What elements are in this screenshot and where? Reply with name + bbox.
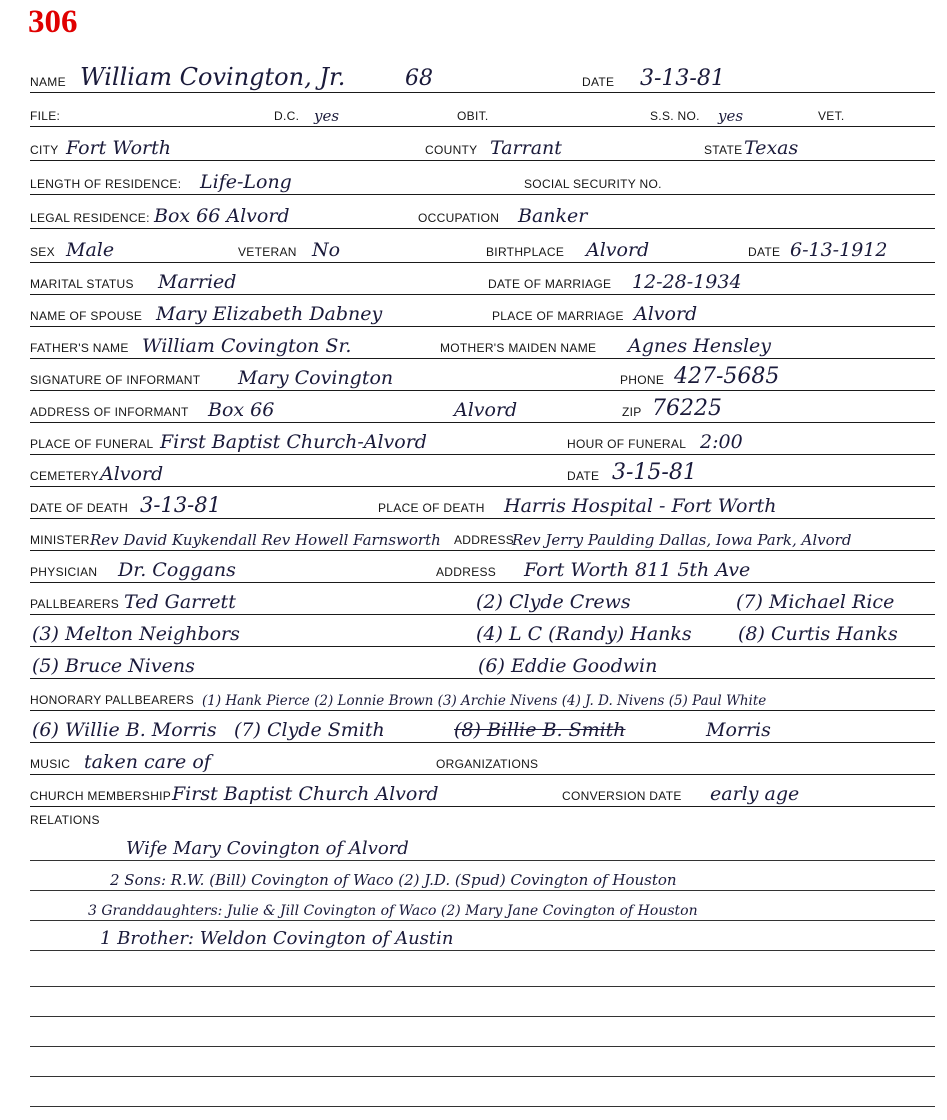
social-security-no-label: SOCIAL SECURITY NO. bbox=[524, 177, 662, 191]
birth-date-label: DATE bbox=[748, 245, 781, 259]
spouse-row bbox=[30, 296, 935, 327]
dc-label: D.C. bbox=[274, 109, 300, 123]
cemetery-date-label: DATE bbox=[567, 469, 600, 483]
county-value: Tarrant bbox=[490, 137, 562, 159]
occupation-value: Banker bbox=[518, 205, 588, 227]
hour-of-funeral-value: 2:00 bbox=[700, 431, 743, 453]
physician-row bbox=[30, 552, 935, 583]
date-of-death-label: DATE OF DEATH bbox=[30, 501, 129, 515]
file-label: FILE: bbox=[30, 109, 61, 123]
address-of-informant-label: ADDRESS OF INFORMANT bbox=[30, 405, 189, 419]
signature-of-informant-label: SIGNATURE OF INFORMANT bbox=[30, 373, 201, 387]
relations-line-row-4 bbox=[30, 924, 935, 951]
ss-no-value: yes bbox=[718, 107, 744, 125]
relations-line-2: 2 Sons: R.W. (Bill) Covington of Waco (2) J.D. (Spud) Covington of Houston bbox=[110, 871, 677, 889]
blank-line bbox=[30, 1080, 935, 1107]
veteran-value: No bbox=[312, 239, 341, 261]
honorary-pallbearers-8-correction: Morris bbox=[706, 719, 771, 741]
place-of-death-label: PLACE OF DEATH bbox=[378, 501, 485, 515]
page-number: 306 bbox=[28, 4, 78, 40]
marital-status-label: MARITAL STATUS bbox=[30, 277, 134, 291]
minister-label: MINISTER bbox=[30, 533, 90, 547]
organizations-label: ORGANIZATIONS bbox=[436, 757, 539, 771]
honorary-pallbearers-row-2 bbox=[30, 712, 935, 743]
zip-value: 76225 bbox=[652, 396, 722, 421]
pallbearer-1: Ted Garrett bbox=[124, 591, 236, 613]
date-label: DATE bbox=[582, 75, 615, 89]
city-label: CITY bbox=[30, 143, 59, 157]
death-row bbox=[30, 488, 935, 519]
music-value: taken care of bbox=[84, 751, 211, 773]
relations-line-1: Wife Mary Covington of Alvord bbox=[126, 838, 409, 859]
obit-label: OBIT. bbox=[457, 109, 489, 123]
informant-address-row bbox=[30, 392, 935, 423]
vet-label: VET. bbox=[818, 109, 845, 123]
zip-label: ZIP bbox=[622, 405, 642, 419]
pallbearer-8: (8) Curtis Hanks bbox=[738, 623, 898, 645]
pallbearer-4: (4) L C (Randy) Hanks bbox=[476, 623, 692, 645]
fathers-name-label: FATHER'S NAME bbox=[30, 341, 129, 355]
file-row bbox=[30, 96, 935, 127]
mothers-maiden-name-value: Agnes Hensley bbox=[628, 335, 772, 357]
church-row bbox=[30, 776, 935, 807]
blank-line bbox=[30, 1050, 935, 1077]
pallbearer-2: (2) Clyde Crews bbox=[476, 591, 631, 613]
place-of-marriage-label: PLACE OF MARRIAGE bbox=[492, 309, 624, 323]
pallbearer-5: (5) Bruce Nivens bbox=[32, 655, 195, 677]
occupation-label: OCCUPATION bbox=[418, 211, 500, 225]
legal-residence-row bbox=[30, 198, 935, 229]
sex-label: SEX bbox=[30, 245, 55, 259]
place-of-death-value: Harris Hospital - Fort Worth bbox=[504, 495, 777, 517]
place-of-funeral-value: First Baptist Church-Alvord bbox=[160, 431, 427, 453]
pallbearer-7: (7) Michael Rice bbox=[736, 591, 895, 613]
name-of-spouse-label: NAME OF SPOUSE bbox=[30, 309, 143, 323]
conversion-date-value: early age bbox=[710, 783, 800, 805]
parents-row bbox=[30, 328, 935, 359]
physician-address-value: Fort Worth 811 5th Ave bbox=[524, 559, 751, 581]
physician-value: Dr. Coggans bbox=[118, 559, 236, 581]
place-of-marriage-value: Alvord bbox=[634, 303, 698, 325]
honorary-pallbearers-6: (6) Willie B. Morris bbox=[32, 719, 217, 741]
sex-value: Male bbox=[66, 239, 115, 261]
legal-residence-value: Box 66 Alvord bbox=[154, 205, 290, 227]
birthplace-value: Alvord bbox=[586, 239, 650, 261]
state-value: Texas bbox=[744, 137, 799, 159]
honorary-pallbearers-row-1 bbox=[30, 680, 935, 711]
minister-address-value: Rev Jerry Paulding Dallas, Iowa Park, Alvord bbox=[512, 531, 852, 549]
name-of-spouse-value: Mary Elizabeth Dabney bbox=[156, 303, 383, 325]
pallbearers-row-1 bbox=[30, 584, 935, 615]
relations-line-row-2 bbox=[30, 864, 935, 891]
honorary-pallbearers-line-1: (1) Hank Pierce (2) Lonnie Brown (3) Archie Nivens (4) J. D. Nivens (5) Paul White bbox=[202, 693, 767, 709]
length-of-residence-value: Life-Long bbox=[200, 171, 292, 193]
date-of-death-value: 3-13-81 bbox=[140, 493, 221, 517]
mothers-maiden-name-label: MOTHER'S MAIDEN NAME bbox=[440, 341, 597, 355]
honorary-pallbearers-7: (7) Clyde Smith bbox=[234, 719, 385, 741]
sex-row bbox=[30, 232, 935, 263]
relations-line-3: 3 Granddaughters: Julie & Jill Covington of Waco (2) Mary Jane Covington of Houston bbox=[88, 903, 698, 919]
pallbearer-6: (6) Eddie Goodwin bbox=[478, 655, 658, 677]
music-row bbox=[30, 744, 935, 775]
funeral-row bbox=[30, 424, 935, 455]
cemetery-date-value: 3-15-81 bbox=[612, 460, 697, 485]
physician-address-label: ADDRESS bbox=[436, 565, 497, 579]
birthplace-label: BIRTHPLACE bbox=[486, 245, 565, 259]
pallbearers-label: PALLBEARERS bbox=[30, 597, 120, 611]
cemetery-label: CEMETERY bbox=[30, 469, 99, 483]
city-value: Fort Worth bbox=[66, 137, 171, 159]
date-value: 3-13-81 bbox=[640, 66, 725, 91]
honorary-pallbearers-8-crossed: (8) Billie B. Smith bbox=[454, 719, 626, 741]
informant-row bbox=[30, 360, 935, 391]
fathers-name-value: William Covington Sr. bbox=[142, 335, 352, 357]
minister-address-label: ADDRESS bbox=[454, 533, 515, 547]
length-of-residence-label: LENGTH OF RESIDENCE: bbox=[30, 177, 182, 191]
address-of-informant-box-value: Box 66 bbox=[208, 399, 275, 421]
honorary-pallbearers-label: HONORARY PALLBEARERS bbox=[30, 693, 195, 707]
county-label: COUNTY bbox=[425, 143, 478, 157]
marital-status-row bbox=[30, 264, 935, 295]
pallbearer-3: (3) Melton Neighbors bbox=[32, 623, 240, 645]
date-of-marriage-label: DATE OF MARRIAGE bbox=[488, 277, 612, 291]
blank-line bbox=[30, 1020, 935, 1047]
length-of-residence-row bbox=[30, 164, 935, 195]
relations-line-row-3 bbox=[30, 894, 935, 921]
marital-status-value: Married bbox=[158, 271, 237, 293]
place-of-funeral-label: PLACE OF FUNERAL bbox=[30, 437, 154, 451]
name-label: NAME bbox=[30, 75, 66, 89]
signature-of-informant-value: Mary Covington bbox=[238, 367, 394, 389]
date-of-marriage-value: 12-28-1934 bbox=[632, 271, 742, 293]
dc-value: yes bbox=[314, 107, 340, 125]
relations-label: RELATIONS bbox=[30, 813, 100, 827]
birth-date-value: 6-13-1912 bbox=[790, 239, 888, 261]
church-membership-value: First Baptist Church Alvord bbox=[172, 783, 439, 805]
church-membership-label: CHURCH MEMBERSHIP bbox=[30, 789, 172, 803]
hour-of-funeral-label: HOUR OF FUNERAL bbox=[567, 437, 687, 451]
legal-residence-label: LEGAL RESIDENCE: bbox=[30, 211, 150, 225]
blank-line bbox=[30, 960, 935, 987]
pallbearers-row-3 bbox=[30, 648, 935, 679]
minister-row bbox=[30, 520, 935, 551]
veteran-label: VETERAN bbox=[238, 245, 297, 259]
phone-label: PHONE bbox=[620, 373, 665, 387]
conversion-date-label: CONVERSION DATE bbox=[562, 789, 682, 803]
minister-value: Rev David Kuykendall Rev Howell Farnsworth bbox=[90, 531, 441, 549]
relations-line-row-1 bbox=[30, 834, 935, 861]
phone-value: 427-5685 bbox=[674, 364, 780, 389]
cemetery-row bbox=[30, 456, 935, 487]
name-value: William Covington, Jr. bbox=[80, 63, 346, 91]
age-value: 68 bbox=[405, 66, 433, 91]
blank-line bbox=[30, 990, 935, 1017]
address-of-informant-town-value: Alvord bbox=[454, 399, 518, 421]
physician-label: PHYSICIAN bbox=[30, 565, 98, 579]
relations-row bbox=[30, 808, 935, 830]
city-row bbox=[30, 130, 935, 161]
cemetery-value: Alvord bbox=[100, 463, 164, 485]
name-row bbox=[30, 60, 935, 93]
state-label: STATE bbox=[704, 143, 743, 157]
music-label: MUSIC bbox=[30, 757, 71, 771]
pallbearers-row-2 bbox=[30, 616, 935, 647]
relations-line-4: 1 Brother: Weldon Covington of Austin bbox=[100, 928, 454, 949]
ss-no-label: S.S. NO. bbox=[650, 109, 700, 123]
